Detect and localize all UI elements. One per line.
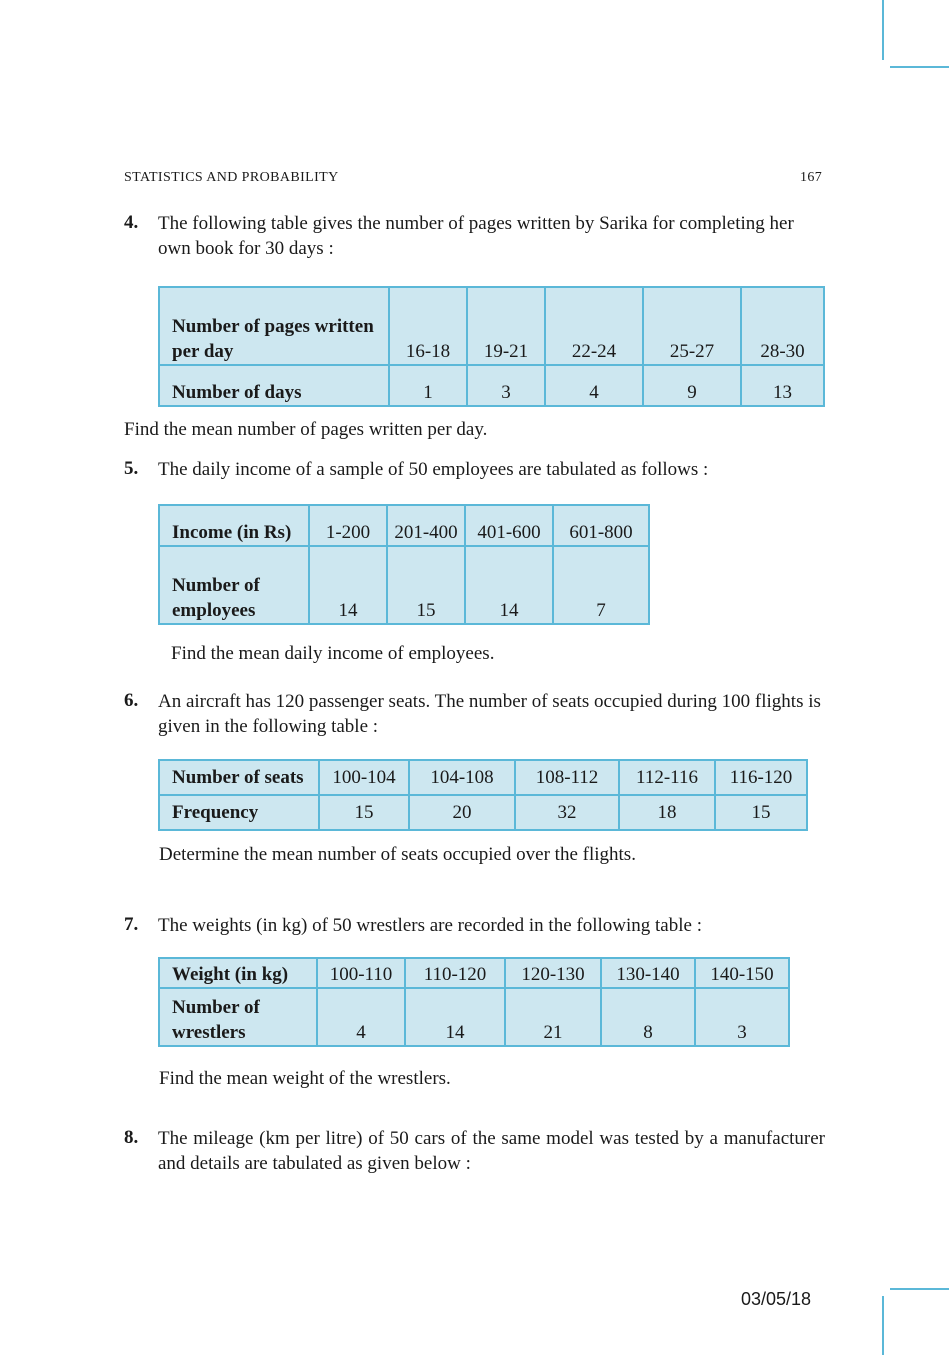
question-6-text: An aircraft has 120 passenger seats. The number of seats occupied during 100 flights is given in the following table : (158, 691, 821, 737)
table-cell: 16-18 (389, 287, 467, 365)
table-cell: 28-30 (741, 287, 824, 365)
table-cell: 116-120 (715, 760, 807, 795)
question-5-number: 5. (124, 458, 139, 479)
table-cell: 1-200 (309, 505, 387, 546)
table-cell: 100-104 (319, 760, 409, 795)
table-cell: 9 (643, 365, 741, 406)
q5-table (158, 504, 650, 625)
footer-date: 03/05/18 (741, 1289, 812, 1309)
question-7-number: 7. (124, 914, 139, 935)
table-cell: 15 (387, 546, 465, 624)
q6-row1-label: Number of seats (159, 760, 319, 795)
table-row (159, 958, 789, 988)
table-row (159, 505, 649, 546)
q4-table (158, 286, 825, 407)
table-row (159, 760, 807, 795)
crop-mark-bottom-vertical (882, 1296, 884, 1355)
question-6-number: 6. (124, 690, 139, 711)
table-cell: 112-116 (619, 760, 715, 795)
table-cell: 25-27 (643, 287, 741, 365)
table-cell: 15 (319, 795, 409, 830)
q7-row2-label: Number of wrestlers (159, 988, 317, 1046)
table-cell: 140-150 (695, 958, 789, 988)
table-cell: 15 (715, 795, 807, 830)
q6-row2-label: Frequency (159, 795, 319, 830)
q7-row1-label: Weight (in kg) (159, 958, 317, 988)
table-cell: 120-130 (505, 958, 601, 988)
q4-row2-label: Number of days (159, 365, 389, 406)
question-4-number: 4. (124, 212, 139, 233)
table-cell: 22-24 (545, 287, 643, 365)
table-cell: 13 (741, 365, 824, 406)
table-row (159, 795, 807, 830)
table-cell: 21 (505, 988, 601, 1046)
table-cell: 20 (409, 795, 515, 830)
crop-mark-bottom-horizontal (890, 1288, 949, 1290)
question-7-prompt: Find the mean weight of the wrestlers. (159, 1068, 451, 1089)
table-cell: 601-800 (553, 505, 649, 546)
table-cell: 1 (389, 365, 467, 406)
table-cell: 4 (317, 988, 405, 1046)
question-5-prompt: Find the mean daily income of employees. (171, 643, 495, 664)
table-cell: 19-21 (467, 287, 545, 365)
question-4-text: The following table gives the number of pages written by Sarika for completing her own book for 30 days : (158, 213, 794, 259)
table-cell: 3 (695, 988, 789, 1046)
question-8-number: 8. (124, 1127, 139, 1148)
table-cell: 100-110 (317, 958, 405, 988)
table-row (159, 287, 824, 365)
crop-mark-top-vertical (882, 0, 884, 60)
table-cell: 8 (601, 988, 695, 1046)
page-number: 167 (800, 170, 823, 185)
q5-row2-label: Number of employees (159, 546, 309, 624)
q7-table (158, 957, 790, 1047)
table-cell: 32 (515, 795, 619, 830)
question-6-prompt: Determine the mean number of seats occupied over the flights. (159, 844, 636, 865)
table-cell: 130-140 (601, 958, 695, 988)
table-cell: 14 (465, 546, 553, 624)
q5-row1-label: Income (in Rs) (159, 505, 309, 546)
table-row (159, 988, 789, 1046)
table-row (159, 546, 649, 624)
table-cell: 14 (309, 546, 387, 624)
table-cell: 7 (553, 546, 649, 624)
table-cell: 4 (545, 365, 643, 406)
question-7-text: The weights (in kg) of 50 wrestlers are recorded in the following table : (158, 915, 702, 936)
question-8-text: The mileage (km per litre) of 50 cars of the same model was tested by a manufacturer and details are tabulated as given below : (158, 1128, 825, 1174)
crop-mark-top-horizontal (890, 66, 949, 68)
table-cell: 104-108 (409, 760, 515, 795)
table-cell: 401-600 (465, 505, 553, 546)
table-cell: 3 (467, 365, 545, 406)
table-cell: 108-112 (515, 760, 619, 795)
q6-table (158, 759, 808, 831)
table-cell: 18 (619, 795, 715, 830)
question-5-text: The daily income of a sample of 50 employees are tabulated as follows : (158, 459, 709, 480)
table-cell: 14 (405, 988, 505, 1046)
table-cell: 110-120 (405, 958, 505, 988)
q4-row1-label: Number of pages written per day (159, 287, 389, 365)
running-header-title: STATISTICS AND PROBABILITY (124, 170, 339, 185)
table-row (159, 365, 824, 406)
table-cell: 201-400 (387, 505, 465, 546)
question-4-prompt: Find the mean number of pages written per day. (124, 419, 488, 440)
